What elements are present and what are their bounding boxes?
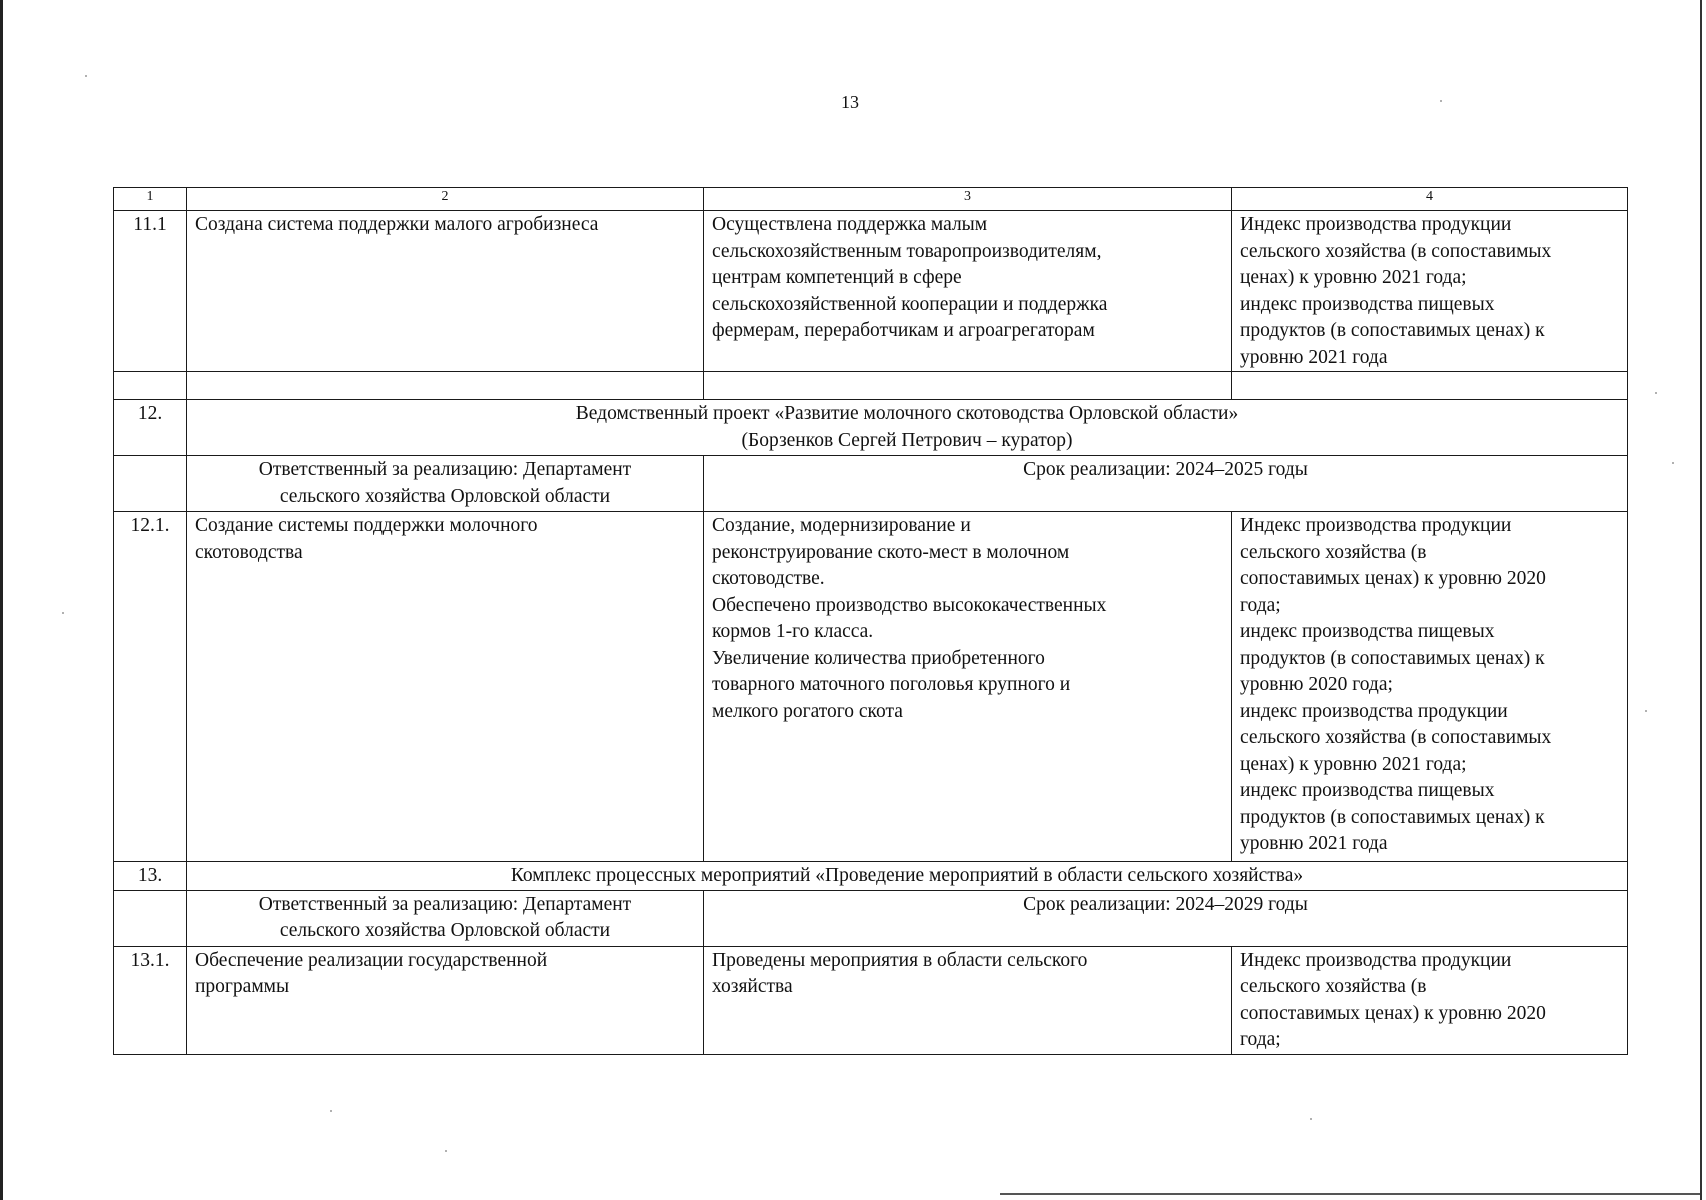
empty-cell [114, 372, 187, 400]
task-cell: Обеспечение реализации государственной программы [187, 946, 704, 1054]
page-number: 13 [841, 92, 859, 112]
effect-cell: Проведены мероприятия в области сельского хозяйства [704, 946, 1232, 1054]
indicator-cell: Индекс производства продукции сельского хозяйства (в сопоставимых ценах) к уровню 2020 года; [1232, 946, 1628, 1054]
responsible-cell: Ответственный за реализацию: Департамент сельского хозяйства Орловской области [187, 456, 704, 512]
empty-cell [114, 456, 187, 512]
row-number: 12.1. [114, 512, 187, 862]
scan-speck [330, 1110, 332, 1112]
scan-edge-right [1700, 0, 1702, 1200]
scan-speck [1440, 100, 1442, 102]
indicator-cell: Индекс производства продукции сельского хозяйства (в сопоставимых ценах) к уровню 2020 года; индекс производства пищевых продуктов (в сопоставимых ценах) к уровню 2020 года; индекс производства продукции сельского хозяйства (в сопоставимых ценах) к уровню 2021 года; индекс производства пищевых продуктов (в сопоставимых ценах) к уровню 2021 года [1232, 512, 1628, 862]
column-number: 2 [187, 188, 704, 211]
empty-cell [187, 372, 704, 400]
term-cell: Срок реализации: 2024–2029 годы [704, 890, 1628, 946]
section-header-row [114, 862, 1628, 891]
column-number: 1 [114, 188, 187, 211]
scan-speck [1645, 710, 1647, 712]
scan-speck [1655, 392, 1657, 394]
section-title: Ведомственный проект «Развитие молочного скотоводства Орловской области» (Борзенков Сергей Петрович – куратор) [187, 400, 1628, 456]
scan-speck [62, 612, 64, 614]
task-cell: Создана система поддержки малого агробизнеса [187, 211, 704, 372]
effect-cell: Осуществлена поддержка малым сельскохозяйственным товаропроизводителям, центрам компетенций в сфере сельскохозяйственной кооперации и поддержка фермерам, переработчикам и агроагрегаторам [704, 211, 1232, 372]
scan-speck [1672, 462, 1674, 464]
row-number: 11.1 [114, 211, 187, 372]
effect-cell: Создание, модернизирование и реконструирование ското-мест в молочном скотоводстве. Обеспечено производство высококачественных кормов 1-го класса. Увеличение количества приобретенного товарного маточного поголовья крупного и мелкого рогатого скота [704, 512, 1232, 862]
task-cell: Создание системы поддержки молочного скотоводства [187, 512, 704, 862]
scan-edge-bottom [1000, 1193, 1700, 1195]
table-row [114, 946, 1628, 1054]
section-number: 12. [114, 400, 187, 456]
table-row [114, 512, 1628, 862]
section-meta-row [114, 890, 1628, 946]
column-number: 4 [1232, 188, 1628, 211]
blank-row [114, 372, 1628, 400]
term-cell: Срок реализации: 2024–2025 годы [704, 456, 1628, 512]
row-number: 13.1. [114, 946, 187, 1054]
column-number-row [114, 188, 1628, 211]
empty-cell [704, 372, 1232, 400]
scan-speck [445, 1150, 447, 1152]
scan-speck [85, 75, 87, 77]
responsible-cell: Ответственный за реализацию: Департамент сельского хозяйства Орловской области [187, 890, 704, 946]
program-structure-table [113, 187, 1628, 1055]
empty-cell [114, 890, 187, 946]
section-header-row [114, 400, 1628, 456]
section-meta-row [114, 456, 1628, 512]
scan-edge-left [0, 0, 3, 1200]
table-row [114, 211, 1628, 372]
section-number: 13. [114, 862, 187, 891]
indicator-cell: Индекс производства продукции сельского хозяйства (в сопоставимых ценах) к уровню 2021 года; индекс производства пищевых продуктов (в сопоставимых ценах) к уровню 2021 года [1232, 211, 1628, 372]
column-number: 3 [704, 188, 1232, 211]
empty-cell [1232, 372, 1628, 400]
section-title: Комплекс процессных мероприятий «Проведение мероприятий в области сельского хозяйства» [187, 862, 1628, 891]
scan-speck [1310, 1118, 1312, 1120]
